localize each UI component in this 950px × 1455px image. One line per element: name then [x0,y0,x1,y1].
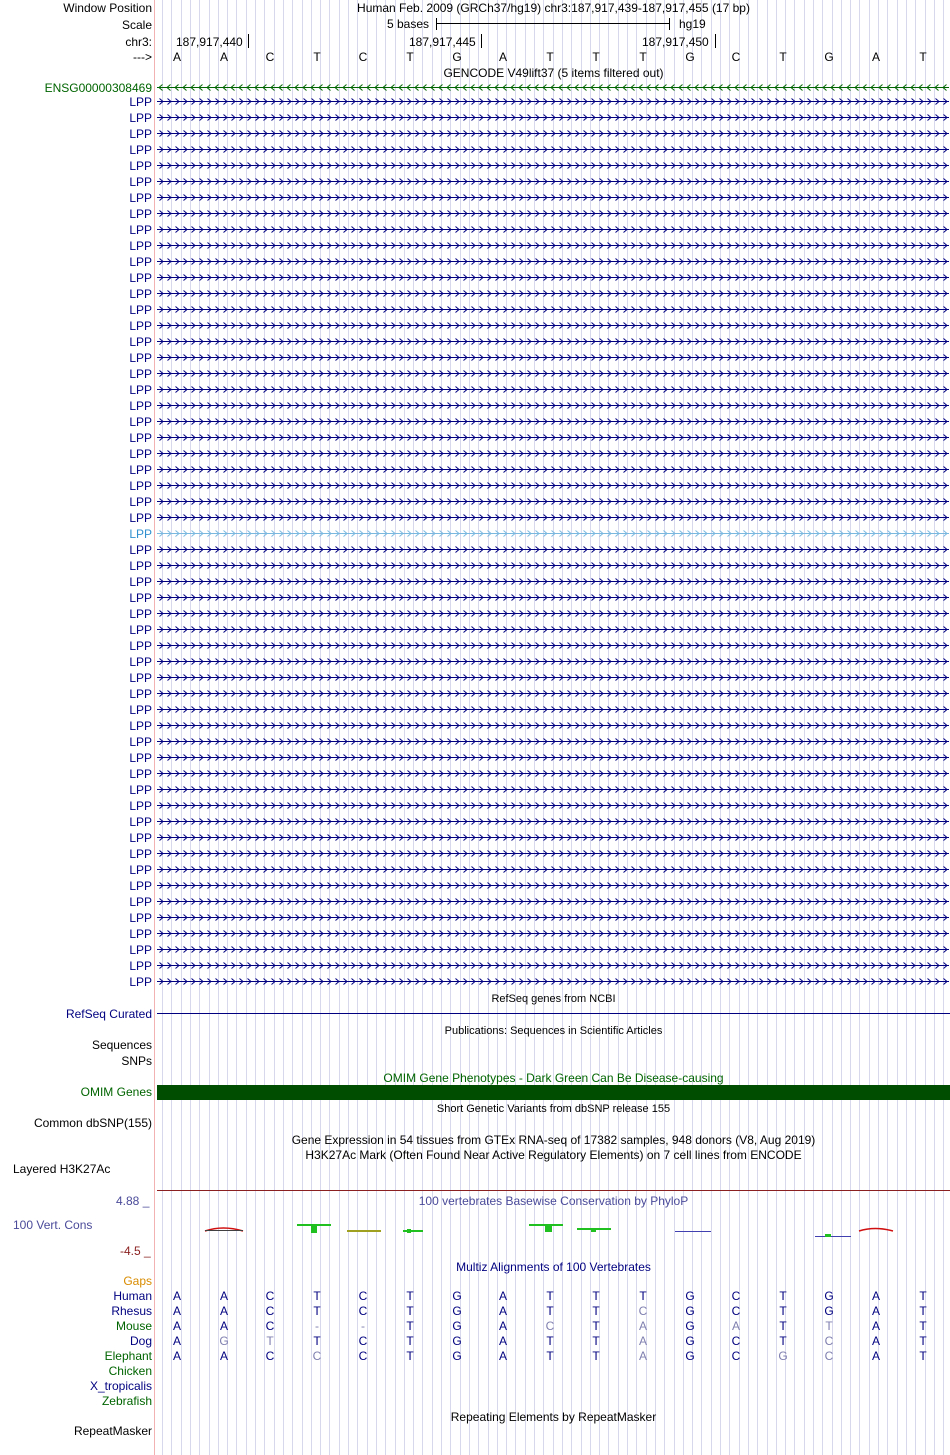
lpp-transcript-label[interactable]: LPP [129,863,152,877]
alignment-base: A [219,1319,228,1333]
lpp-transcript-feature[interactable] [157,306,949,313]
alignment-base: T [406,1349,414,1363]
alignment-base: A [871,1319,880,1333]
sequence-base: A [172,50,181,64]
alignment-base: A [871,1349,880,1363]
sequence-base: T [779,50,787,64]
lpp-transcript-label[interactable]: LPP [129,687,152,701]
lpp-transcript-feature[interactable] [157,98,949,105]
sequence-base: T [546,50,554,64]
sequence-base: C [358,50,368,64]
alignment-base: T [779,1289,787,1303]
lpp-transcript-feature[interactable] [157,578,949,585]
lpp-transcript-feature[interactable] [157,338,949,345]
lpp-transcript-label[interactable]: LPP [129,895,152,909]
repeatmasker-label[interactable]: RepeatMasker [73,1424,152,1438]
lpp-transcript-label[interactable]: LPP [129,959,152,973]
alignment-base: G [452,1334,462,1348]
phylop-signal-graph[interactable] [157,1220,950,1240]
alignment-base: T [919,1319,927,1333]
window-position-label: Window Position [63,1,152,15]
alignment-base: A [731,1319,740,1333]
scale-label: Scale [121,18,152,32]
alignment-base: C [824,1334,834,1348]
refseq-gene-line[interactable] [157,1013,950,1014]
alignment-base: T [639,1289,647,1303]
omim-track-title[interactable]: OMIM Gene Phenotypes - Dark Green Can Be Disease-causing [383,1071,724,1085]
coord-tick-mark [715,34,716,48]
lpp-transcript-label[interactable]: LPP [129,767,152,781]
sequence-base: C [731,50,741,64]
alignment-base: C [358,1349,368,1363]
lpp-transcript-feature[interactable] [157,354,949,361]
lpp-transcript-label[interactable]: LPP [129,367,152,381]
alignment-base: T [546,1349,554,1363]
ensg-gene-feature[interactable] [157,84,949,91]
lpp-transcript-label[interactable]: LPP [129,463,152,477]
lpp-transcript-label[interactable]: LPP [129,143,152,157]
lpp-transcript-label[interactable]: LPP [129,479,152,493]
alignment-base: G [452,1304,462,1318]
lpp-transcript-label[interactable]: LPP [129,95,152,109]
alignment-base: A [498,1289,507,1303]
lpp-transcript-feature[interactable] [157,770,949,777]
alignment-base: C [265,1289,275,1303]
alignment-base: G [685,1304,695,1318]
sequence-base: A [498,50,507,64]
alignment-base: A [871,1334,880,1348]
alignment-base: A [871,1304,880,1318]
lpp-transcript-label[interactable]: LPP [129,703,152,717]
alignment-base: A [172,1319,181,1333]
alignment-base: G [219,1334,229,1348]
alignment-base: C [312,1349,322,1363]
alignment-base: T [266,1334,274,1348]
alignment-base: G [778,1349,788,1363]
alignment-base: T [546,1334,554,1348]
lpp-transcript-label[interactable]: LPP [129,431,152,445]
lpp-transcript-feature[interactable] [157,946,949,953]
lpp-transcript-feature[interactable] [157,626,949,633]
lpp-transcript-label[interactable]: LPP [129,671,152,685]
lpp-transcript-label[interactable]: LPP [129,911,152,925]
lpp-transcript-label[interactable]: LPP [129,799,152,813]
repeatmasker-track-title[interactable]: Repeating Elements by RepeatMasker [450,1410,657,1424]
lpp-transcript-label[interactable]: LPP [129,831,152,845]
alignment-base: T [406,1319,414,1333]
alignment-base: G [685,1289,695,1303]
lpp-transcript-label[interactable]: LPP [129,207,152,221]
alignment-base: C [545,1319,555,1333]
refseq-track-title[interactable]: RefSeq genes from NCBI [491,993,616,1005]
lpp-transcript-label[interactable]: LPP [129,159,152,173]
species-label[interactable]: Dog [129,1334,152,1348]
lpp-transcript-feature[interactable] [157,882,949,889]
alignment-base: T [546,1289,554,1303]
alignment-base: G [824,1304,834,1318]
alignment-base: A [498,1334,507,1348]
lpp-transcript-label[interactable]: LPP [129,559,152,573]
alignment-base: C [358,1334,368,1348]
alignment-base: A [498,1319,507,1333]
alignment-base: - [315,1319,319,1333]
lpp-transcript-feature[interactable] [157,562,949,569]
alignment-base: - [361,1319,365,1333]
lpp-transcript-feature[interactable] [157,114,949,121]
lpp-transcript-feature[interactable] [157,818,949,825]
alignment-base: C [265,1304,275,1318]
lpp-transcript-label[interactable]: LPP [129,351,152,365]
lpp-transcript-feature[interactable] [157,610,949,617]
lpp-transcript-feature[interactable] [157,162,949,169]
alignment-base: T [779,1319,787,1333]
species-label[interactable]: Human [113,1289,152,1303]
alignment-base: A [172,1334,181,1348]
alignment-base: T [406,1304,414,1318]
lpp-transcript-feature[interactable] [157,274,949,281]
strand-label: ---> [133,50,152,64]
lpp-transcript-label[interactable]: LPP [129,591,152,605]
alignment-base: A [638,1334,647,1348]
coord-tick-label: 187,917,440 [176,35,243,49]
alignment-base: A [172,1289,181,1303]
lpp-transcript-feature[interactable] [157,914,949,921]
lpp-transcript-feature[interactable] [157,402,949,409]
lpp-transcript-label[interactable]: LPP [129,191,152,205]
lpp-transcript-feature[interactable] [157,418,949,425]
lpp-transcript-feature[interactable] [157,434,949,441]
lpp-transcript-label[interactable]: LPP [129,495,152,509]
lpp-transcript-feature[interactable] [157,706,949,713]
lpp-transcript-feature[interactable] [157,546,949,553]
lpp-transcript-feature[interactable] [157,290,949,297]
lpp-transcript-label[interactable]: LPP [129,399,152,413]
scale-text: 5 bases [387,17,430,31]
common-dbsnp-label[interactable]: Common dbSNP(155) [33,1116,152,1130]
alignment-base: T [406,1289,414,1303]
layered-h3k27ac-label[interactable]: Layered H3K27Ac [13,1162,111,1176]
alignment-base: T [825,1319,833,1333]
alignment-base: T [919,1334,927,1348]
alignment-base: T [919,1289,927,1303]
alignment-base: A [871,1289,880,1303]
lpp-transcript-feature[interactable] [157,210,949,217]
phylop-ymin: -4.5 _ [120,1244,151,1258]
sequence-base: G [452,50,462,64]
lpp-transcript-label[interactable]: LPP [129,719,152,733]
alignment-base: G [685,1349,695,1363]
alignment-base: G [824,1289,834,1303]
lpp-transcript-feature[interactable] [157,850,949,857]
lpp-transcript-label[interactable]: LPP [129,511,152,525]
alignment-base: G [452,1289,462,1303]
phylop-ymax: 4.88 _ [116,1194,150,1208]
snps-label[interactable]: SNPs [121,1054,152,1068]
alignment-base: T [779,1304,787,1318]
dbsnp-track-title[interactable]: Short Genetic Variants from dbSNP release 155 [436,1103,671,1115]
lpp-transcript-label[interactable]: LPP [129,751,152,765]
omim-gene-bar[interactable] [157,1085,950,1100]
lpp-transcript-label[interactable]: LPP [129,975,152,989]
sequence-base: A [219,50,228,64]
sequence-base: T [313,50,321,64]
lpp-transcript-label[interactable]: LPP [129,415,152,429]
alignment-base: A [172,1349,181,1363]
lpp-transcript-feature[interactable] [157,322,949,329]
multiz-track-title[interactable]: Multiz Alignments of 100 Vertebrates [456,1260,651,1274]
sequence-base: T [639,50,647,64]
sequence-base: T [592,50,600,64]
lpp-transcript-label[interactable]: LPP [129,335,152,349]
alignment-base: A [498,1349,507,1363]
alignment-base: C [731,1304,741,1318]
alignment-base: A [638,1319,647,1333]
h3k27ac-signal-line[interactable] [157,1190,950,1191]
lpp-transcript-label[interactable]: LPP [129,527,152,541]
lpp-transcript-feature[interactable] [157,498,949,505]
lpp-transcript-label[interactable]: LPP [129,223,152,237]
lpp-transcript-label[interactable]: LPP [129,655,152,669]
lpp-transcript-label[interactable]: LPP [129,815,152,829]
alignment-base: A [219,1289,228,1303]
lpp-transcript-feature[interactable] [157,226,949,233]
lpp-transcript-label[interactable]: LPP [129,111,152,125]
lpp-transcript-feature[interactable] [157,594,949,601]
alignment-base: C [731,1349,741,1363]
publications-track-title[interactable]: Publications: Sequences in Scientific Articles [444,1025,663,1037]
lpp-transcript-label[interactable]: LPP [129,319,152,333]
lpp-transcript-feature[interactable] [157,370,949,377]
sequence-base: T [406,50,414,64]
species-label[interactable]: Elephant [104,1349,152,1363]
lpp-transcript-label[interactable]: LPP [129,623,152,637]
lpp-transcript-label[interactable]: LPP [129,735,152,749]
alignment-base: C [731,1334,741,1348]
lpp-transcript-label[interactable]: LPP [129,575,152,589]
alignment-base: T [919,1304,927,1318]
alignment-base: T [592,1289,600,1303]
lpp-transcript-label[interactable]: LPP [129,175,152,189]
sequence-base: G [824,50,834,64]
refseq-curated-label[interactable]: RefSeq Curated [65,1007,152,1021]
lpp-transcript-feature[interactable] [157,130,949,137]
coord-tick-label: 187,917,445 [409,35,476,49]
species-label[interactable]: Chicken [108,1364,152,1378]
lpp-transcript-feature[interactable] [157,514,949,521]
lpp-transcript-feature[interactable] [157,674,949,681]
alignment-base: C [358,1289,368,1303]
lpp-transcript-feature[interactable] [157,802,949,809]
alignment-base: G [685,1319,695,1333]
phylop-label[interactable]: 100 Vert. Cons [13,1218,93,1232]
alignment-base: T [546,1304,554,1318]
lpp-transcript-feature[interactable] [157,738,949,745]
lpp-transcript-label[interactable]: LPP [129,287,152,301]
sequences-label[interactable]: Sequences [91,1038,152,1052]
lpp-transcript-feature[interactable] [157,962,949,969]
alignment-base: A [638,1349,647,1363]
lpp-transcript-feature[interactable] [157,866,949,873]
lpp-transcript-label[interactable]: LPP [129,879,152,893]
species-label[interactable]: Rhesus [111,1304,152,1318]
lpp-transcript-label[interactable]: LPP [129,543,152,557]
sequence-base: G [685,50,695,64]
gtex-track-title[interactable]: Gene Expression in 54 tissues from GTEx RNA-seq of 17382 samples, 948 donors (V8, Aug 2019) [291,1133,816,1147]
lpp-transcript-feature[interactable] [157,834,949,841]
alignment-base: C [358,1304,368,1318]
species-label[interactable]: Mouse [115,1319,152,1333]
lpp-transcript-feature[interactable] [157,978,949,985]
alignment-base: T [919,1349,927,1363]
sequence-base: C [265,50,275,64]
lpp-transcript-feature[interactable] [157,690,949,697]
ensg-gene-label[interactable]: ENSG00000308469 [44,81,152,95]
lpp-transcript-feature[interactable] [157,530,949,537]
lpp-transcript-feature[interactable] [157,930,949,937]
lpp-transcript-feature[interactable] [157,482,949,489]
lpp-transcript-label[interactable]: LPP [129,943,152,957]
alignment-base: A [219,1349,228,1363]
lpp-transcript-label[interactable]: LPP [129,239,152,253]
h3k27ac-track-title[interactable]: H3K27Ac Mark (Often Found Near Active Regulatory Elements) on 7 cell lines from ENCODE [305,1148,802,1162]
alignment-base: C [265,1319,275,1333]
lpp-transcript-feature[interactable] [157,386,949,393]
coord-tick-mark [481,34,482,48]
lpp-transcript-feature[interactable] [157,642,949,649]
gencode-track-title[interactable]: GENCODE V49lift37 (5 items filtered out) [443,66,664,80]
gaps-label[interactable]: Gaps [123,1274,152,1288]
lpp-transcript-label[interactable]: LPP [129,271,152,285]
lpp-transcript-label[interactable]: LPP [129,927,152,941]
lpp-transcript-feature[interactable] [157,722,949,729]
alignment-base: C [638,1304,648,1318]
alignment-base: C [731,1289,741,1303]
assembly-position: Human Feb. 2009 (GRCh37/hg19) chr3:187,917,439-187,917,455 (17 bp) [357,1,750,15]
lpp-transcript-feature[interactable] [157,898,949,905]
alignment-base: A [172,1304,181,1318]
lpp-transcript-label[interactable]: LPP [129,383,152,397]
lpp-transcript-label[interactable]: LPP [129,783,152,797]
alignment-base: T [313,1334,321,1348]
lpp-transcript-label[interactable]: LPP [129,447,152,461]
lpp-transcript-feature[interactable] [157,194,949,201]
omim-genes-label[interactable]: OMIM Genes [80,1085,152,1099]
lpp-transcript-feature[interactable] [157,146,949,153]
alignment-base: T [592,1349,600,1363]
alignment-base: G [452,1349,462,1363]
alignment-base: C [824,1349,834,1363]
coord-tick-mark [248,34,249,48]
sequence-base: A [871,50,880,64]
alignment-base: A [498,1304,507,1318]
alignment-base: G [452,1319,462,1333]
lpp-transcript-label[interactable]: LPP [129,847,152,861]
lpp-transcript-label[interactable]: LPP [129,127,152,141]
lpp-transcript-label[interactable]: LPP [129,303,152,317]
lpp-transcript-feature[interactable] [157,242,949,249]
sequence-base: T [919,50,927,64]
lpp-transcript-feature[interactable] [157,450,949,457]
alignment-base: T [592,1304,600,1318]
lpp-transcript-label[interactable]: LPP [129,639,152,653]
lpp-transcript-feature[interactable] [157,754,949,761]
chrom-label: chr3: [125,35,152,49]
lpp-transcript-feature[interactable] [157,178,949,185]
alignment-base: T [313,1289,321,1303]
lpp-transcript-label[interactable]: LPP [129,255,152,269]
species-label[interactable]: X_tropicalis [89,1379,152,1393]
alignment-base: T [313,1304,321,1318]
alignment-base: T [406,1334,414,1348]
alignment-base: A [219,1304,228,1318]
lpp-transcript-feature[interactable] [157,658,949,665]
alignment-base: T [592,1319,600,1333]
alignment-base: G [685,1334,695,1348]
scale-assembly: hg19 [679,17,706,31]
alignment-base: T [779,1334,787,1348]
alignment-base: T [592,1334,600,1348]
species-label[interactable]: Zebrafish [101,1394,152,1408]
lpp-transcript-feature[interactable] [157,466,949,473]
scale-bar [436,18,670,30]
lpp-transcript-label[interactable]: LPP [129,607,152,621]
lpp-transcript-feature[interactable] [157,258,949,265]
coord-tick-label: 187,917,450 [642,35,709,49]
alignment-base: C [265,1349,275,1363]
lpp-transcript-feature[interactable] [157,786,949,793]
phylop-track-title[interactable]: 100 vertebrates Basewise Conservation by PhyloP [418,1194,689,1208]
label-column-divider [154,0,155,1455]
